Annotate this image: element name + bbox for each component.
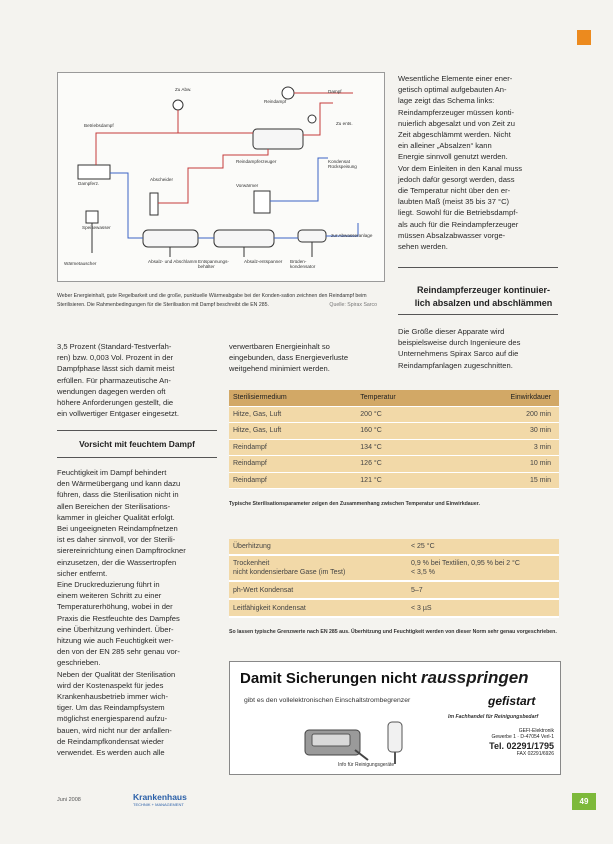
table-row [229,423,559,440]
table-cell: Reindampf [229,456,356,473]
text-line: verwertbaren Energieinhalt so [229,342,330,351]
text-line: tiger. Um das Reindampfsystem [57,703,165,713]
table-cell: 200 min [443,406,559,423]
ad-company: GEFI-Elektronik [518,728,554,734]
text-line: Reindampfanlagen zugeschnitten. [398,360,513,370]
label-speisewasser: Speisewasser [82,225,111,230]
label-dampf: Dampf [328,89,342,94]
text-line: Energie sinnvoll genutzt werden. [398,152,508,162]
text-line: Neben der Qualität der Sterilisation [57,669,176,679]
heading-line: Reindampferzeuger kontinuier- [416,285,551,295]
label-waermetauscher: Wärmetauscher [64,261,97,266]
table-cell: 10 min [443,456,559,473]
text-line: eingebunden, dass Energieverluste [229,353,349,363]
limits-table [229,539,559,618]
ad-trade: Im Fachhandel für Reinigungsbedarf [448,714,539,720]
figure-credit: Quelle: Spirax Sarco [329,301,377,308]
figure-caption-text: Weber Energieinhalt, gute Regelbarkeit und die große, punktuelle Wärmeabgabe bei der Konden-sation zeichnen den Reindampf beim Sterilisieren. Die Rahmenbedingungen für die Sterilisation mit Dampf beschreibt die EN 285. [57,293,367,308]
label-kondensat: Kondensat Rückspeisung [328,159,357,170]
figure-caption [57,292,377,309]
label-brueden: Brüden-kondensator [290,259,316,270]
text-line: liegt. Sowohl für die Betriebsdampf- [398,208,518,218]
divider [57,430,217,431]
text-line: Reindampferzeuger müssen konti- [398,107,515,117]
limits-table-caption: So lassen typische Grenzwerte nach EN 285 aus. Überhitzung und Feuchtigkeit werden von dieser Norm sehr genau vorgeschrieben. [229,629,557,635]
sterilisation-table [229,390,559,489]
right-heading [401,284,566,310]
label-absalz: Absalz- und Abschlamm [148,259,198,264]
text-line: die Temperatur nicht über den er- [398,186,511,196]
table-row [229,406,559,423]
text-line: Die Größe dieser Apparate wird [398,327,505,336]
table-row [229,472,559,489]
text-line: höhere Anforderungen gestellt, die [57,398,174,408]
text-line: Wesentliche Elemente einer ener- [398,74,513,83]
label-dampferz: Dampferz. [78,181,100,186]
table-cell: 30 min [443,423,559,440]
text-line: 3,5 Prozent (Standard-Testverfah- [57,342,172,351]
text-line: ist es daher sinnvoll, vor der Sterili- [57,535,176,545]
text-line: wird der Kostenaspekt für jedes [57,680,164,690]
schematic-diagram [57,72,385,282]
text-line: müssen Absalzabwasser vorge- [398,230,506,240]
ad-plug-illustration [380,718,410,766]
text-line: nuierlich abgesalzt und von Zeit zu [398,118,515,128]
table-cell: 15 min [443,472,559,489]
text-line: lage zeigt das Schema links: [398,96,495,106]
label-absalzentspanner: Absalz-entspanner [244,259,283,264]
right-top-text [398,73,568,252]
ad-address: Gewerbe 1 · D-47054 Verl-1 [491,734,554,741]
mid-col-text [229,341,397,375]
ad-headline-accent: rausspringen [420,668,529,687]
table-cell: 0,9 % bei Textilien, 0,95 % bei 2 °C < 3,5 % [407,555,559,581]
table-header-row [229,390,559,406]
label-reindampf: Reindampf [264,99,287,104]
table-cell: < 25 °C [407,539,559,555]
table-header: Temperatur [356,390,443,406]
text-line: beispielsweise durch Ingenieure des [398,338,521,348]
table-cell: 126 °C [356,456,443,473]
text-line: verwendet. Es werden auch alle [57,748,165,758]
text-line: Temperaturerhöhung, wobei in der [57,602,173,612]
text-line: hitzung wie auch Feuchtigkeit wer- [57,636,174,646]
table-cell: 160 °C [356,423,443,440]
label-entspannungsbehaelter: Entspannungs-behälter [198,259,229,270]
table-cell: 200 °C [356,406,443,423]
text-line: sicher entfernt. [57,568,108,578]
text-line: getisch optimal aufgebauten An- [398,85,507,95]
text-line: sierereinrichtung einen Dampftrockner [57,546,186,556]
steril-table-caption: Typische Sterilisationsparameter zeigen den Zusammenhang zwischen Temperatur und Einwirkdauer. [229,501,480,507]
table-row [229,599,559,617]
ad-headline [240,668,529,688]
table-row [229,456,559,473]
text-line: wendungen dagegen werden oft [57,386,166,396]
text-line: geschrieben. [57,658,101,668]
ad-logo: gefistart [488,694,536,708]
ad-subline: gibt es den vollelektronischen Einschaltstrombegrenzer [244,697,411,704]
schematic-svg [58,73,384,281]
table-row [229,439,559,456]
label-zu-abw: Zu Abw. [175,87,192,92]
ad-device-illustration [300,720,370,762]
text-line: ein vollwertiger Entgaser eingesetzt. [57,409,179,419]
text-line: Krankenhausbetrieb immer wich- [57,692,168,702]
table-cell: Reindampf [229,472,356,489]
text-line: de Reindampfkondensat wieder [57,736,164,746]
heading-line: lich absalzen und abschlämmen [414,298,553,308]
text-line: jedoch dafür gesorgt werden, dass [398,174,515,184]
ad-note: Info für Reinigungsgeräte [338,762,395,768]
text-line: erfüllen. Für pharmazeutische An- [57,375,171,385]
text-line: Feuchtigkeit im Dampf behindert [57,468,167,477]
table-cell: 134 °C [356,439,443,456]
label-vorwaermer: Vorwärmer [236,183,259,188]
text-line: Praxis die Restfeuchte des Dampfes [57,613,180,623]
right-mid-text [398,326,568,371]
table-cell: Hitze, Gas, Luft [229,423,356,440]
text-line: einzusetzen, der die Wassertropfen [57,557,177,567]
label-zu-ents: Zu ents. [336,121,353,126]
text-line: Eine Druckreduzierung führt in [57,580,160,590]
table-cell: ph-Wert Kondensat [229,581,407,599]
text-line: Bei ungeeigneten Reindampfnetzen [57,524,178,534]
text-line: weitgehend minimiert werden. [229,364,330,374]
ad-contact [489,728,554,757]
table-cell: < 3 µS [407,599,559,617]
magazine-logo-sub: TECHNIK + MANAGEMENT [133,802,184,807]
table-cell: 5–7 [407,581,559,599]
table-row [229,539,559,555]
left-body-text [57,467,225,758]
text-line: führen, dass die Sterilisation nicht in [57,490,179,500]
magazine-logo: Krankenhaus [133,792,187,802]
table-header: Sterilisiermedium [229,390,356,406]
label-reindampferzeuger: Reindampferzeuger [236,159,277,164]
ad-fax: FAX 02291/6926 [516,750,554,757]
text-line: möglichst energiesparend aufzu- [57,714,168,724]
text-line: ren) bzw. 0,003 Vol. Prozent in der [57,353,174,363]
section-marker [577,30,591,45]
text-line: den von der EN 285 sehr genau vor- [57,647,180,657]
table-cell: Trockenheit nicht kondensierbare Gase (im Test) [229,555,407,581]
table-cell: Hitze, Gas, Luft [229,406,356,423]
table-header: Einwirkdauer [443,390,559,406]
text-line: den Wärmeübergang und kann dazu [57,479,181,489]
text-line: sehen werden. [398,242,448,252]
ad-phone: Tel. 02291/1795 [489,740,554,751]
label-betriebsdampf: Betriebsdampf [84,123,114,128]
text-line: Dampfphase lässt sich damit meist [57,364,175,374]
text-line: kammer in gleicher Qualität erfolgt. [57,512,175,522]
text-line: Zeit abgeschlämmt werden. Nicht [398,130,511,140]
ad-headline-main: Damit Sicherungen nicht [240,670,421,687]
text-line: einem weiteren Schritt zu einer [57,591,162,601]
table-cell: Überhitzung [229,539,407,555]
divider [398,267,558,268]
text-line: laubten Maß (meist 35 bis 37 °C) [398,197,510,207]
text-line: ein alleiner „Absalzen“ kann [398,141,492,151]
table-cell: 3 min [443,439,559,456]
text-line: Vor dem Einleiten in den Kanal muss [398,163,523,173]
label-abscheider: Abscheider [150,177,173,182]
left-col-text [57,341,225,419]
issue-date: Juni 2008 [57,797,81,803]
table-cell: Leitfähigkeit Kondensat [229,599,407,617]
advertisement[interactable] [229,661,561,775]
table-cell: 121 °C [356,472,443,489]
text-line: eine Überhitzung verhindert. Über- [57,624,174,634]
label-zur-abwasser: zur Abwasseranlage [331,233,373,238]
text-line: als auch für die Reindampferzeuger [398,219,519,229]
text-line: allen Bereichen der Sterilisations- [57,501,171,511]
table-cell: Reindampf [229,439,356,456]
divider [398,314,558,315]
text-line: Unternehmens Spirax Sarco auf die [398,349,519,359]
page-number: 49 [572,793,596,810]
text-line: bauen, wird nicht nur der anfallen- [57,725,172,735]
left-heading: Vorsicht mit feuchtem Dampf [79,439,195,449]
divider [57,457,217,458]
table-row [229,581,559,599]
table-row [229,555,559,581]
